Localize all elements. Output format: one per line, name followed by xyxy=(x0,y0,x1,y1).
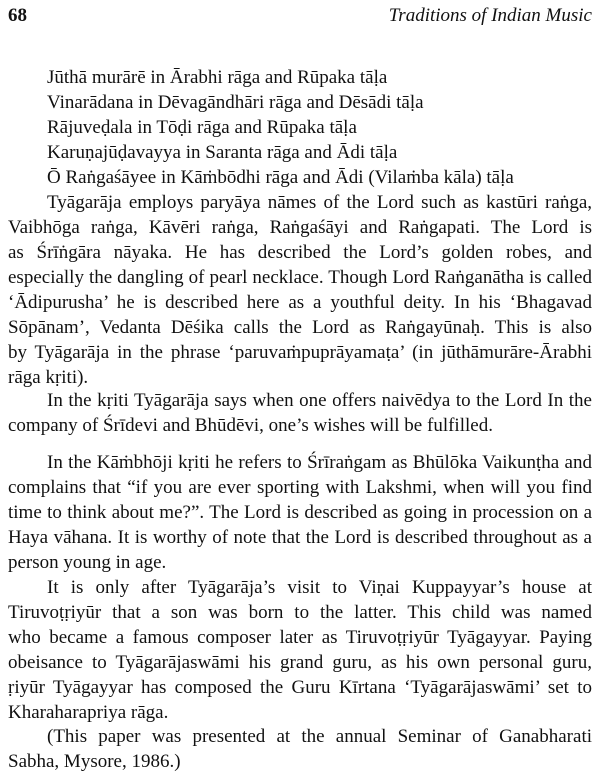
paragraph-tiruvotriyur xyxy=(8,575,592,725)
text-line: Sabha, Mysore, 1986.) xyxy=(8,751,181,772)
kriti-list xyxy=(47,65,587,190)
text-line: ṛiyūr Tyāgayyar has composed the Guru Kīrtana ‘Tyāgarājaswāmi’ set to xyxy=(8,677,592,698)
page-number: 68 xyxy=(8,5,27,26)
text-line: as Śrīṅgāra nāyaka. He has described the Lord’s golden robes, and xyxy=(8,242,592,263)
text-line: Kharaharapriya rāga. xyxy=(8,702,169,723)
text-line: (This paper was presented at the annual Seminar of Ganabharati xyxy=(47,726,592,747)
kriti-line: Vinarādana in Dēvagāndhāri rāga and Dēsādi tāḷa xyxy=(47,92,424,113)
text-line: complains that “if you are ever sporting with Lakshmi, when will you find xyxy=(8,477,592,498)
text-line: In the Kāṁbhōji kṛiti he refers to Śrīraṅgam as Bhūlōka Vaikunṭha and xyxy=(47,452,592,473)
text-line: company of Śrīdevi and Bhūdēvi, one’s wishes will be fulfilled. xyxy=(8,415,493,436)
text-line: Sōpānam’, Vedanta Dēśika calls the Lord as Raṅgayūnaḥ. This is also xyxy=(8,317,592,338)
kriti-line: Jūthā murārē in Ārabhi rāga and Rūpaka tāḷa xyxy=(47,67,388,88)
kriti-line: Ō Raṅgaśāyee in Kāṁbōdhi rāga and Ādi (Vilaṁba kāla) tāḷa xyxy=(47,167,514,188)
text-line: by Tyāgarāja in the phrase ‘paruvaṁpuprāyamaṭa’ (in jūthāmurāre-Ārabhi xyxy=(8,342,592,363)
running-title: Traditions of Indian Music xyxy=(388,5,592,26)
paragraph-naivedya xyxy=(8,388,592,438)
text-line: rāga kṛiti). xyxy=(8,367,89,388)
text-line: obeisance to Tyāgarājaswāmi his grand guru, as his own personal guru, xyxy=(8,652,592,673)
text-line: especially the dangling of pearl necklace. Though Lord Raṅganātha is called xyxy=(8,267,592,288)
text-line: time to think about me?”. The Lord is described as going in procession on a xyxy=(8,502,592,523)
paragraph-paryaya-names xyxy=(8,190,592,390)
text-line: Tyāgarāja employs paryāya nāmes of the Lord such as kastūri raṅga, xyxy=(47,192,592,213)
kriti-line: Rājuveḍala in Tōḍi rāga and Rūpaka tāḷa xyxy=(47,117,357,138)
text-line: Vaibhōga raṅga, Kāvēri raṅga, Raṅgaśāyi and Raṅgapati. The Lord is xyxy=(8,217,592,238)
text-line: It is only after Tyāgarāja’s visit to Viṇai Kuppayyar’s house at xyxy=(47,577,592,598)
text-line: Tiruvoṭṛiyūr that a son was born to the latter. This child was named xyxy=(8,602,592,623)
text-line: person young in age. xyxy=(8,552,167,573)
paragraph-paper-note xyxy=(8,724,592,774)
text-line: who became a famous composer later as Tiruvoṭṛiyūr Tyāgayyar. Paying xyxy=(8,627,592,648)
text-line: Haya vāhana. It is worthy of note that the Lord is described throughout as a xyxy=(8,527,592,548)
text-line: ‘Ādipurusha’ he is described here as a youthful deity. In his ‘Bhagavad xyxy=(8,292,592,313)
paragraph-kambhoji-kriti xyxy=(8,450,592,575)
kriti-line: Karuṇajūḍavayya in Saranta rāga and Ādi tāḷa xyxy=(47,142,398,163)
text-line: In the kṛiti Tyāgarāja says when one offers naivēdya to the Lord In the xyxy=(47,390,592,411)
